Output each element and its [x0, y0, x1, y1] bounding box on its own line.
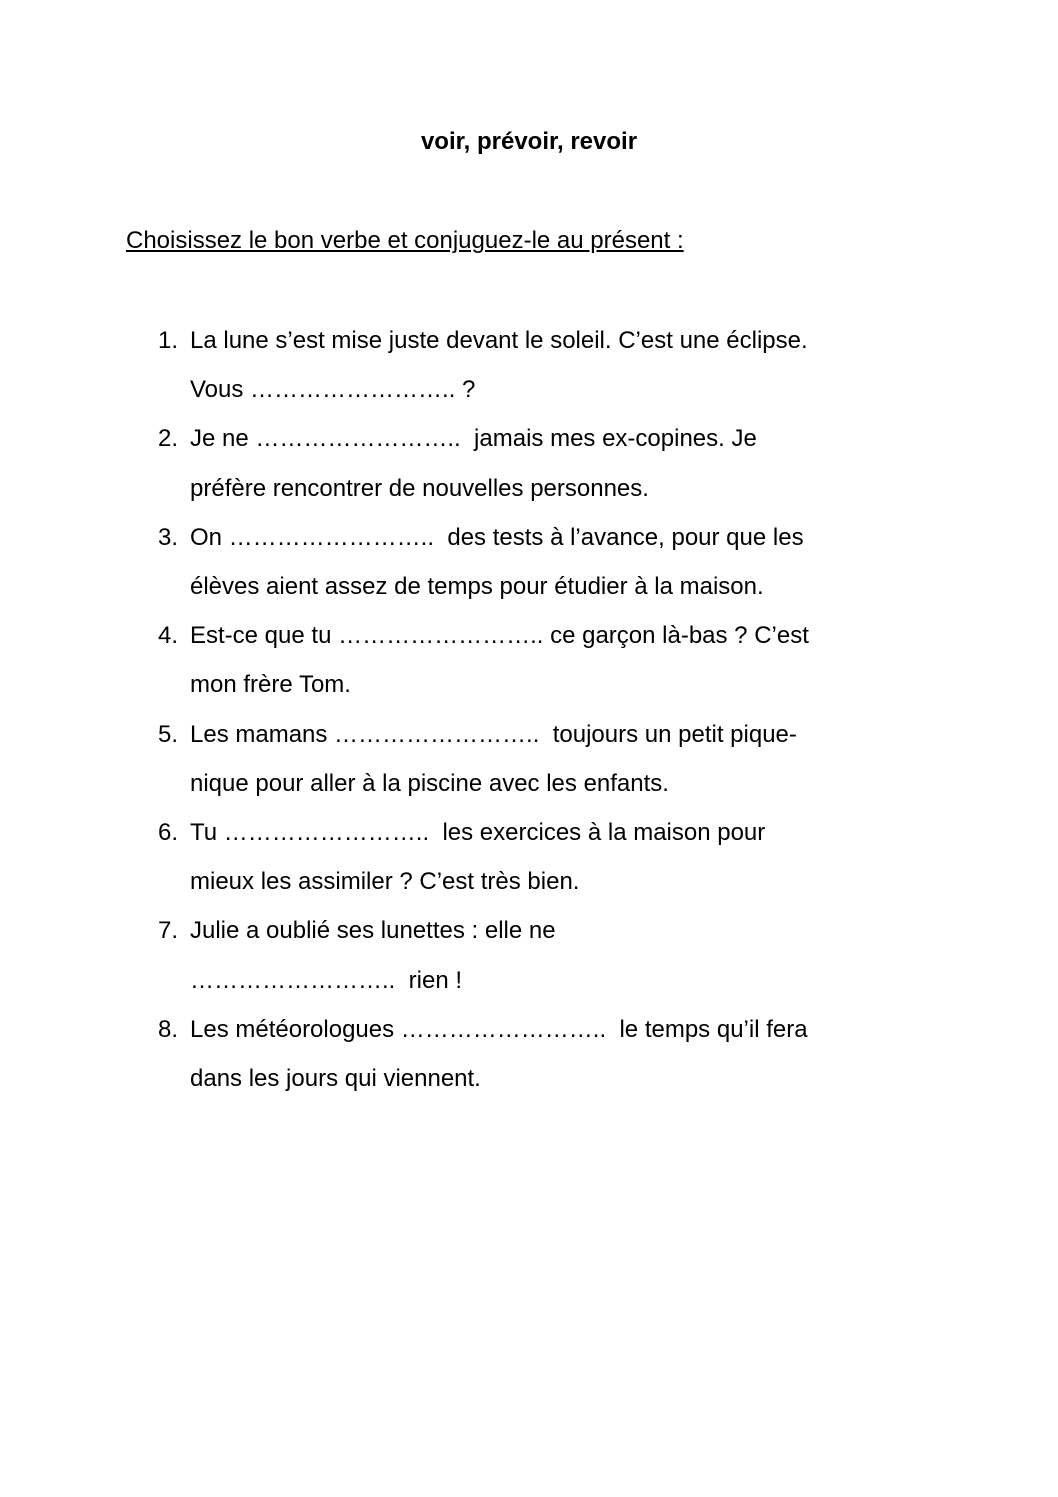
item-line: élèves aient assez de temps pour étudier à la maison.: [190, 573, 764, 601]
item-number: 2.: [158, 425, 179, 453]
item-number: 7.: [158, 917, 179, 945]
exercise-item: [158, 513, 958, 611]
item-text: [190, 513, 804, 611]
page-title: voir, prévoir, revoir: [420, 128, 638, 155]
item-text: [190, 316, 808, 414]
item-line: La lune s’est mise juste devant le soleil. C’est une éclipse.: [190, 327, 808, 354]
item-number: 6.: [158, 819, 179, 847]
item-line: Je ne …………………….. jamais mes ex-copines. Je: [190, 425, 757, 453]
item-number: 3.: [158, 523, 179, 551]
item-line: mon frère Tom.: [190, 671, 351, 699]
item-number: 5.: [158, 720, 179, 748]
item-text: [190, 1005, 808, 1103]
item-line: Les météorologues …………………….. le temps qu’il fera: [190, 1015, 808, 1043]
item-number: 8.: [158, 1015, 179, 1043]
exercise-item: [158, 808, 958, 906]
exercise-item: [158, 414, 958, 512]
item-text: [190, 906, 556, 1004]
exercise-list: [158, 316, 958, 1103]
exercise-item: [158, 611, 958, 709]
item-line: Tu …………………….. les exercices à la maison pour: [190, 819, 766, 847]
item-line: On …………………….. des tests à l’avance, pour que les: [190, 523, 804, 551]
item-line: Julie a oublié ses lunettes : elle ne: [190, 917, 556, 945]
item-text: [190, 414, 757, 512]
item-number: 4.: [158, 622, 179, 650]
item-text: [190, 611, 809, 709]
item-line: …………………….. rien !: [190, 966, 463, 994]
item-line: mieux les assimiler ? C’est très bien.: [190, 868, 580, 896]
item-text: [190, 710, 797, 808]
item-line: Est-ce que tu …………………….. ce garçon là-bas ? C’est: [190, 622, 809, 650]
item-line: dans les jours qui viennent.: [190, 1065, 481, 1093]
item-line: nique pour aller à la piscine avec les enfants.: [190, 769, 669, 797]
exercise-item: [158, 710, 958, 808]
item-text: [190, 808, 765, 906]
item-line: Vous …………………….. ?: [190, 376, 476, 404]
item-line: préfère rencontrer de nouvelles personnes.: [190, 474, 649, 502]
instruction: Choisissez le bon verbe et conjuguez-le au présent :: [126, 227, 684, 254]
exercise-item: [158, 906, 958, 1004]
exercise-item: [158, 316, 958, 414]
item-line: Les mamans …………………….. toujours un petit pique-: [190, 720, 797, 748]
exercise-item: [158, 1005, 958, 1103]
item-number: 1.: [158, 327, 179, 354]
